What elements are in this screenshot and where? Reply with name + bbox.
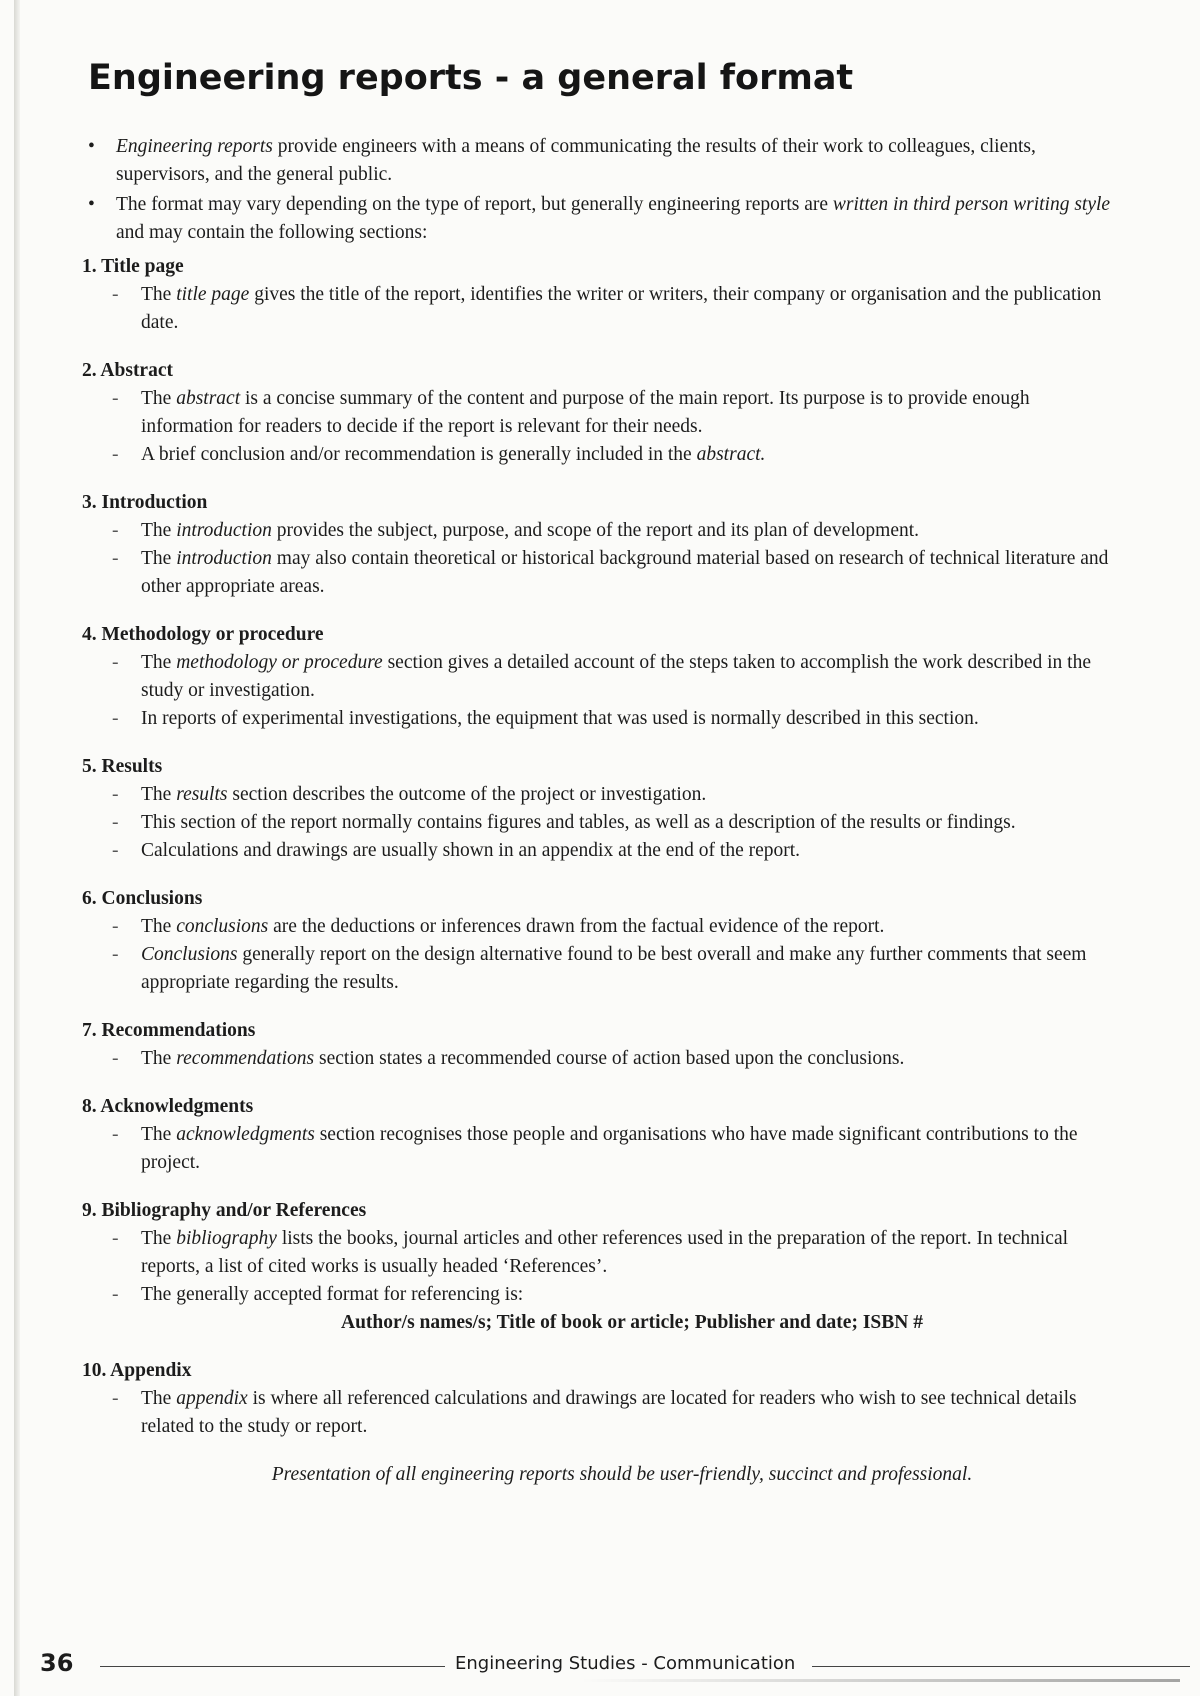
text-run: may also contain theoretical or historical background material based on research of technical literature and other appropriate areas.	[141, 548, 1109, 597]
section-point-list	[82, 1225, 1122, 1309]
text-run: section gives a detailed account of the steps taken to accomplish the work described in the study or investigation.	[141, 652, 1091, 701]
intro-bullet-item	[82, 191, 1122, 247]
section-point	[82, 517, 1122, 545]
section-point-list	[82, 385, 1122, 469]
section-point-list	[82, 913, 1122, 997]
section-point	[82, 1225, 1122, 1281]
italic-term: Conclusions	[141, 944, 238, 965]
text-run: Calculations and drawings are usually shown in an appendix at the end of the report.	[141, 840, 801, 861]
report-section	[82, 885, 1122, 997]
text-run: is where all referenced calculations and drawings are located for readers who wish to see technical details related to the study or report.	[141, 1388, 1077, 1437]
report-section	[82, 1357, 1122, 1441]
intro-bullet-item	[82, 133, 1122, 189]
text-run: and may contain the following sections:	[116, 222, 428, 243]
report-section	[82, 1197, 1122, 1337]
footer-rule-shadow	[580, 1679, 1180, 1682]
dash-bullet-icon: -	[112, 388, 119, 409]
dash-bullet-icon: -	[112, 1388, 119, 1409]
italic-term: results	[176, 784, 228, 805]
section-point	[82, 385, 1122, 441]
text-run: The	[141, 1388, 177, 1409]
dash-bullet-icon: -	[112, 840, 119, 861]
text-run: are the deductions or inferences drawn from the factual evidence of the report.	[268, 916, 885, 937]
dash-bullet-icon: -	[112, 1048, 119, 1069]
section-point-list	[82, 1045, 1122, 1073]
section-point	[82, 941, 1122, 997]
footer-text: Engineering Studies - Communication	[455, 1653, 796, 1674]
section-point	[82, 1281, 1122, 1309]
text-run: generally report on the design alternative found to be best overall and make any further comments that seem appropriate regarding the results.	[141, 944, 1087, 993]
report-section	[82, 489, 1122, 601]
bullet-dot-icon: •	[88, 136, 95, 157]
text-run: The	[141, 1228, 177, 1249]
section-point	[82, 545, 1122, 601]
italic-term: title page	[176, 284, 250, 305]
document-body	[82, 133, 1122, 1489]
dash-bullet-icon: -	[112, 652, 119, 673]
text-run: The	[141, 520, 177, 541]
section-heading: 8. Acknowledgments	[82, 1096, 254, 1117]
italic-term: written in third person writing style	[832, 194, 1111, 215]
section-point-list	[82, 281, 1122, 337]
dash-bullet-icon: -	[112, 284, 119, 305]
section-point	[82, 281, 1122, 337]
section-point	[82, 837, 1122, 865]
section-heading: 7. Recommendations	[82, 1020, 256, 1041]
italic-term: introduction	[176, 520, 272, 541]
section-point	[82, 1121, 1122, 1177]
text-run: The	[141, 548, 177, 569]
text-run: The format may vary depending on the type of report, but generally engineering reports are	[116, 194, 833, 215]
section-point	[82, 781, 1122, 809]
dash-bullet-icon: -	[112, 812, 119, 833]
footer-rule-right	[812, 1666, 1190, 1667]
section-heading: 10. Appendix	[82, 1360, 192, 1381]
text-run: provides the subject, purpose, and scope of the report and its plan of development.	[271, 520, 920, 541]
dash-bullet-icon: -	[112, 784, 119, 805]
text-run: The	[141, 652, 177, 673]
report-section	[82, 621, 1122, 733]
section-point-list	[82, 1121, 1122, 1177]
text-run: section describes the outcome of the project or investigation.	[227, 784, 707, 805]
text-run: gives the title of the report, identifies the writer or writers, their company or organisation and the publication date.	[141, 284, 1102, 333]
page-footer	[40, 1649, 1190, 1683]
italic-term: recommendations	[176, 1048, 315, 1069]
italic-term: appendix	[176, 1388, 248, 1409]
section-point	[82, 809, 1122, 837]
text-run: A brief conclusion and/or recommendation is generally included in the	[141, 444, 697, 465]
italic-term: acknowledgments	[176, 1124, 315, 1145]
italic-term: Engineering reports	[116, 136, 273, 157]
section-heading: 1. Title page	[82, 256, 184, 277]
text-run: section states a recommended course of action based upon the conclusions.	[314, 1048, 905, 1069]
dash-bullet-icon: -	[112, 916, 119, 937]
section-point	[82, 1385, 1122, 1441]
report-section	[82, 253, 1122, 337]
text-run: lists the books, journal articles and other references used in the preparation of the report. In technical reports, a list of cited works is usually headed ‘References’.	[141, 1228, 1069, 1277]
section-heading: 4. Methodology or procedure	[82, 624, 324, 645]
section-heading: 2. Abstract	[82, 360, 173, 381]
section-point	[82, 705, 1122, 733]
section-heading: 5. Results	[82, 756, 163, 777]
dash-bullet-icon: -	[112, 548, 119, 569]
text-run: The	[141, 1124, 177, 1145]
section-heading: 6. Conclusions	[82, 888, 203, 909]
section-point-list	[82, 781, 1122, 865]
section-point	[82, 913, 1122, 941]
section-point	[82, 649, 1122, 705]
text-run: This section of the report normally contains figures and tables, as well as a description of the results or findings.	[141, 812, 1016, 833]
text-run: The	[141, 784, 177, 805]
closing-statement: Presentation of all engineering reports should be user-friendly, succinct and professional.	[271, 1464, 973, 1485]
italic-term: bibliography	[176, 1228, 277, 1249]
report-section	[82, 753, 1122, 865]
dash-bullet-icon: -	[112, 520, 119, 541]
section-point	[82, 441, 1122, 469]
text-run: provide engineers with a means of communicating the results of their work to colleagues, clients, supervisors, and the general public.	[116, 136, 1036, 185]
page-number: 36	[40, 1649, 74, 1677]
dash-bullet-icon: -	[112, 1228, 119, 1249]
section-heading: 3. Introduction	[82, 492, 208, 513]
report-section	[82, 357, 1122, 469]
text-run: section recognises those people and organisations who have made significant contributions to the project.	[141, 1124, 1078, 1173]
page-title: Engineering reports - a general format	[88, 58, 854, 98]
text-run: In reports of experimental investigations, the equipment that was used is normally described in this section.	[141, 708, 979, 729]
text-run: The	[141, 388, 177, 409]
italic-term: conclusions	[176, 916, 269, 937]
italic-term: abstract.	[696, 444, 766, 465]
section-point	[82, 1045, 1122, 1073]
intro-bullet-list	[82, 133, 1122, 247]
text-run: The	[141, 1048, 177, 1069]
section-heading: 9. Bibliography and/or References	[82, 1200, 367, 1221]
dash-bullet-icon: -	[112, 708, 119, 729]
section-point-list	[82, 1385, 1122, 1441]
dash-bullet-icon: -	[112, 1124, 119, 1145]
dash-bullet-icon: -	[112, 944, 119, 965]
text-run: The	[141, 284, 177, 305]
text-run: is a concise summary of the content and purpose of the main report. Its purpose is to provide enough information for readers to decide if the report is relevant for their needs.	[141, 388, 1030, 437]
reference-format-line: Author/s names/s; Title of book or article; Publisher and date; ISBN #	[341, 1312, 923, 1333]
section-point-list	[82, 649, 1122, 733]
text-run: The	[141, 916, 177, 937]
italic-term: methodology or procedure	[176, 652, 383, 673]
section-point-list	[82, 517, 1122, 601]
italic-term: introduction	[176, 548, 272, 569]
italic-term: abstract	[176, 388, 241, 409]
bullet-dot-icon: •	[88, 194, 95, 215]
sections-container	[82, 253, 1122, 1441]
report-section	[82, 1017, 1122, 1073]
dash-bullet-icon: -	[112, 1284, 119, 1305]
text-run: The generally accepted format for referencing is:	[141, 1284, 524, 1305]
footer-rule-left	[100, 1666, 445, 1667]
report-section	[82, 1093, 1122, 1177]
dash-bullet-icon: -	[112, 444, 119, 465]
